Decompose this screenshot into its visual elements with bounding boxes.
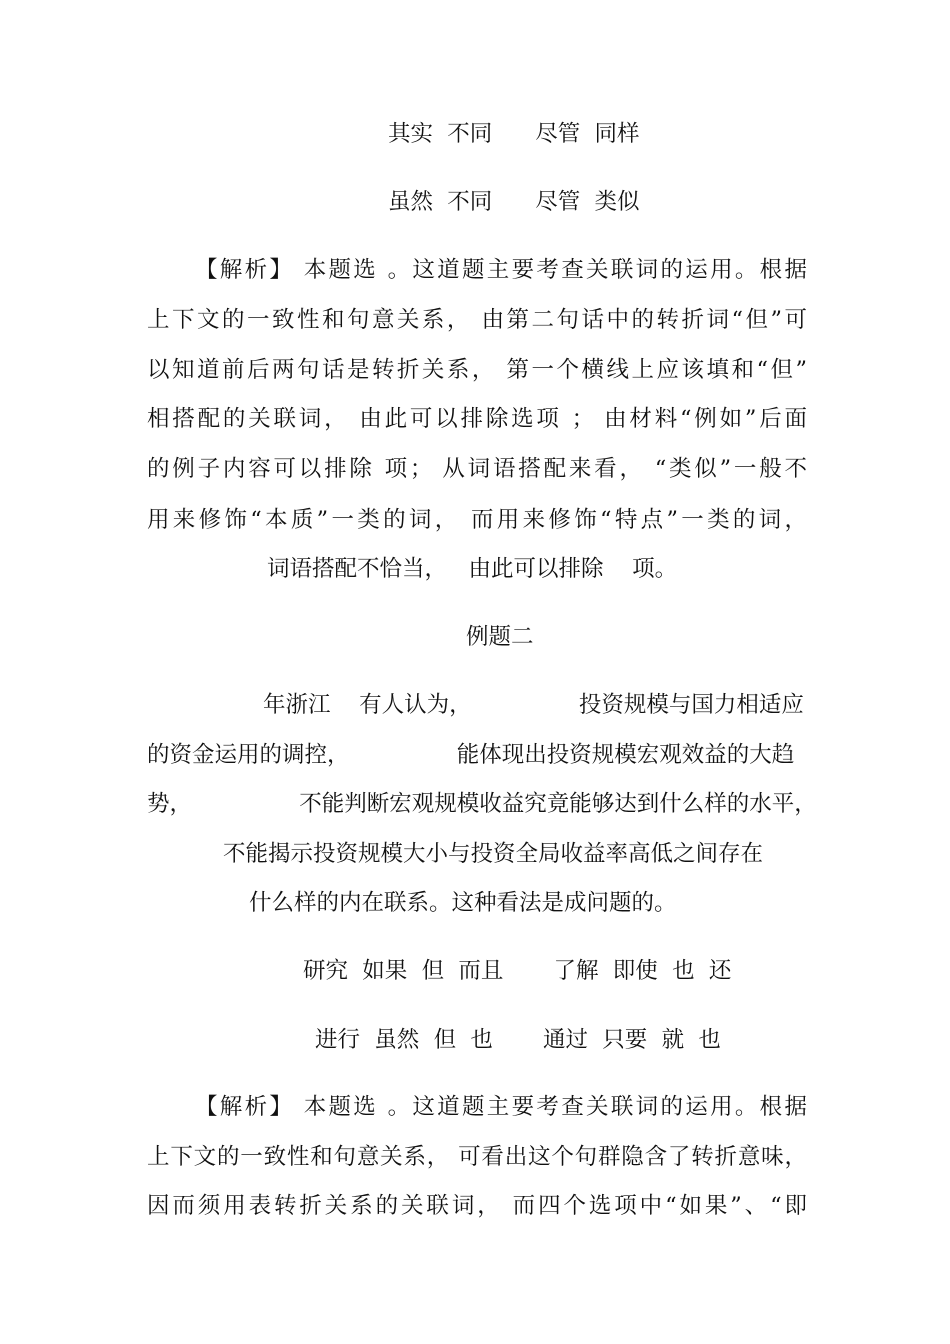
analysis-1-line: 词语搭配不恰当， 由此可以排除 项。: [267, 556, 678, 582]
analysis-2-line: 上下文的一致性和句意关系， 可看出这个句群隐含了转折意味，: [147, 1144, 807, 1170]
passage-line: 不能揭示投资规模大小与投资全局收益率高低之间存在: [223, 841, 764, 867]
analysis-1-line: 上下文的一致性和句意关系， 由第二句话中的转折词“但”可: [147, 307, 807, 333]
passage-line: 什么样的内在联系。这种看法是成问题的。: [249, 890, 677, 916]
option-b-q2: 进行 虽然 但 也 通过 只要 就 也: [315, 1027, 721, 1053]
option-a-q2: 研究 如果 但 而且 了解 即使 也 还: [303, 958, 732, 984]
option-c-q1: 其实 不同 尽管 同样: [388, 121, 640, 147]
analysis-1-line: 【解析】 本题选 。这道题主要考查关联词的运用。根据: [195, 257, 807, 283]
passage-line: 势， 不能判断宏观规模收益究竟能够达到什么样的水平，: [147, 791, 817, 817]
example-2-heading: 例题二: [466, 624, 534, 650]
option-d-q1: 虽然 不同 尽管 类似: [388, 189, 640, 215]
analysis-1-line: 用来修饰“本质”一类的词， 而用来修饰“特点”一类的词，: [147, 507, 807, 533]
analysis-1-line: 以知道前后两句话是转折关系， 第一个横线上应该填和“但”: [147, 357, 807, 383]
analysis-2-line: 【解析】 本题选 。这道题主要考查关联词的运用。根据: [195, 1094, 807, 1120]
analysis-1-line: 相搭配的关联词， 由此可以排除选项 ； 由材料“例如”后面: [147, 406, 807, 432]
analysis-2-line: 因而须用表转折关系的关联词， 而四个选项中“如果”、“即: [147, 1193, 807, 1219]
passage-line: 的资金运用的调控， 能体现出投资规模宏观效益的大趋: [147, 742, 795, 768]
passage-line: 年浙江 有人认为， 投资规模与国力相适应: [263, 692, 804, 718]
analysis-1-line: 的例子内容可以排除 项； 从词语搭配来看， “类似”一般不: [147, 456, 807, 482]
